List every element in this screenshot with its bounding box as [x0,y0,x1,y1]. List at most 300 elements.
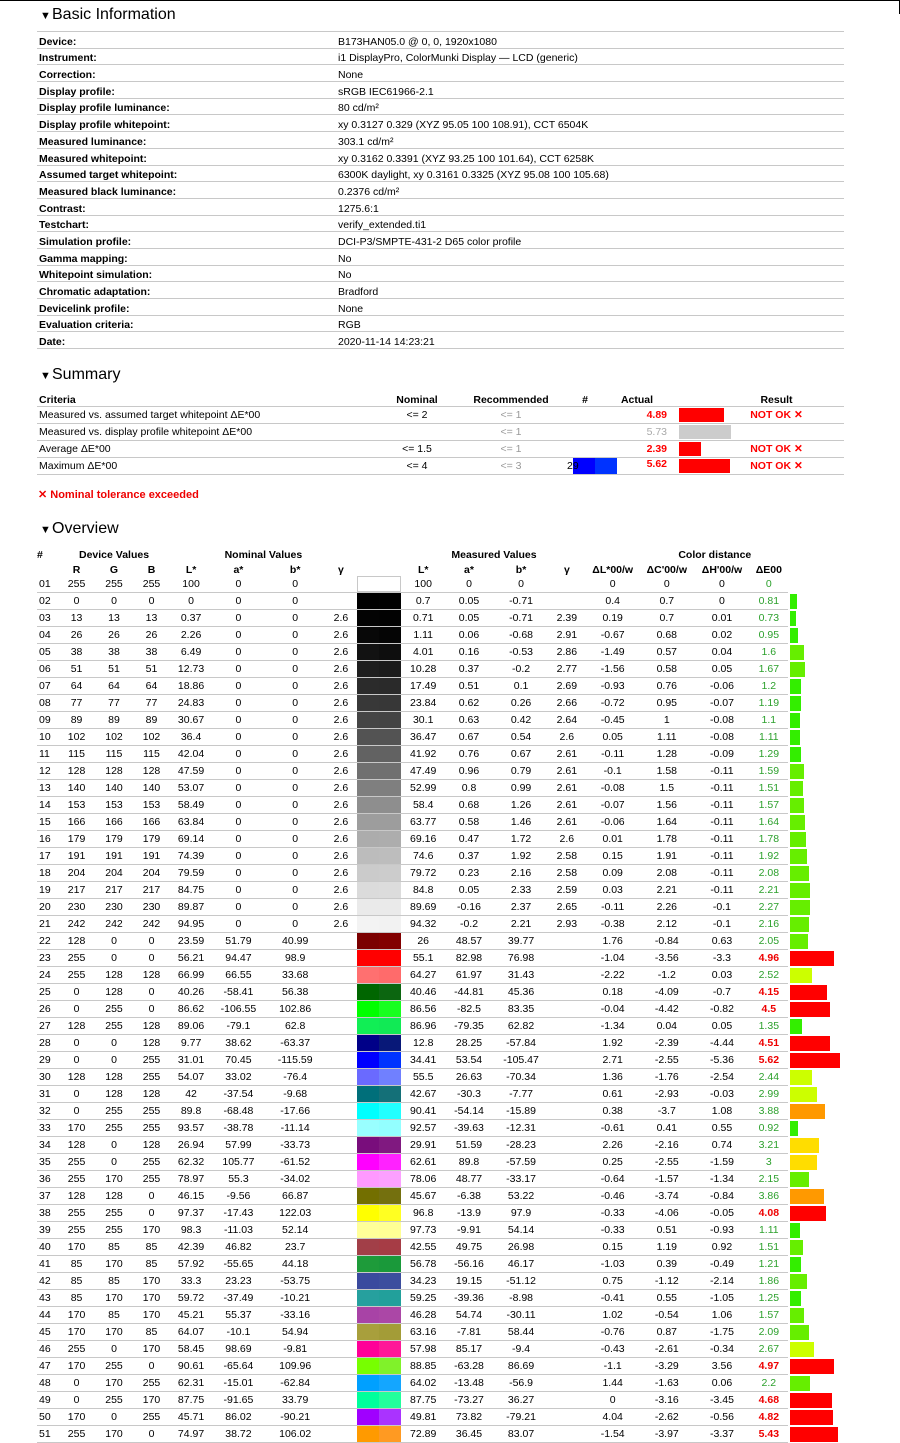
summary-actual-value: 5.73 [646,426,667,438]
patch-swatch [357,661,403,678]
nominal-cell: 255 [133,1154,171,1171]
measured-cell: 1.92 [586,1035,640,1052]
nominal-cell: 0 [265,814,325,831]
summary-bar [679,408,724,422]
measured-cell [548,950,586,967]
delta-e-value: 2.16 [750,916,787,933]
patch-swatch-pair [357,1358,401,1374]
nominal-cell: 47.59 [170,763,212,780]
nominal-cell: 69.14 [170,831,212,848]
nominal-color [357,610,379,626]
summary-recommended: <= 3 [457,458,565,475]
patch-swatch [357,1358,403,1375]
measured-cell: -4.09 [640,984,694,1001]
overview-row [37,712,844,729]
overview-row [37,1307,844,1324]
summary-spacer [824,441,844,458]
delta-e-bar [790,1291,801,1306]
info-value: sRGB IEC61966-2.1 [336,82,844,99]
measured-cell: -0.43 [586,1341,640,1358]
summary-header-spacer [824,391,844,407]
nominal-cell: 0 [265,831,325,848]
delta-e-value: 1.1 [750,712,787,729]
collapse-triangle-icon[interactable]: ▼ [40,10,51,22]
patch-swatch [357,678,403,695]
nominal-color [357,865,379,881]
measured-cell [548,1222,586,1239]
nominal-cell: 0 [265,593,325,610]
measured-cell: -0.11 [694,882,750,899]
patch-number: 04 [37,627,58,644]
overview-group-header: Nominal Values [224,549,303,561]
measured-cell: -1.56 [586,661,640,678]
nominal-cell: 2.6 [325,678,356,695]
overview-row [37,1052,844,1069]
overview-col-header: γ [338,564,344,576]
nominal-cell: 85 [133,1324,171,1341]
measured-cell: 74.6 [402,848,444,865]
measured-cell: -63.28 [444,1358,494,1375]
patch-swatch [357,1171,403,1188]
measured-cell: 2.77 [548,661,586,678]
nominal-cell: 52.14 [265,1222,325,1239]
delta-e-bar-cell [788,576,844,593]
nominal-cell: 0 [58,1392,95,1409]
measured-cell: 1.11 [640,729,694,746]
measured-cell: -0.72 [586,695,640,712]
nominal-cell: 38 [95,644,132,661]
measured-cell [548,1409,586,1426]
measured-cell [548,576,586,593]
summary-header: # [565,391,605,407]
patch-number: 19 [37,882,58,899]
nominal-cell: 2.6 [325,610,356,627]
measured-color [379,1358,401,1374]
measured-cell: 59.25 [402,1290,444,1307]
measured-cell: 0.67 [494,746,548,763]
delta-e-bar [790,1036,830,1051]
nominal-cell: -17.43 [212,1205,265,1222]
nominal-cell [325,984,356,1001]
delta-e-value: 3.88 [750,1103,787,1120]
measured-cell [548,1171,586,1188]
measured-cell [548,933,586,950]
measured-cell: -3.74 [640,1188,694,1205]
measured-cell: 2.6 [548,831,586,848]
info-row [37,315,844,332]
nominal-cell: 255 [95,1018,132,1035]
nominal-cell [325,1324,356,1341]
delta-e-value: 4.08 [750,1205,787,1222]
summary-result: NOT OK ✕ [729,458,824,475]
nominal-color [357,1137,379,1153]
nominal-color [357,746,379,762]
delta-e-bar [790,968,812,983]
measured-cell: 0 [494,576,548,593]
measured-cell: 51.59 [444,1137,494,1154]
patch-swatch-pair [357,814,401,830]
nominal-cell: 85 [133,1239,171,1256]
patch-swatch [357,1273,403,1290]
measured-cell: -0.33 [586,1222,640,1239]
measured-cell: -0.41 [586,1290,640,1307]
measured-cell: 0.04 [640,1018,694,1035]
measured-cell: -0.07 [694,695,750,712]
patch-swatch-pair [357,627,401,643]
nominal-cell [325,933,356,950]
patch-swatch-pair [357,1171,401,1187]
patch-swatch-pair [357,865,401,881]
nominal-cell: 255 [133,1069,171,1086]
nominal-color [357,1001,379,1017]
measured-cell: 0 [694,593,750,610]
measured-cell: -0.34 [694,1341,750,1358]
patch-swatch-pair [357,848,401,864]
delta-e-value: 1.19 [750,695,787,712]
measured-cell: -2.16 [640,1137,694,1154]
measured-color [379,627,401,643]
measured-cell: -0.1 [694,899,750,916]
delta-e-value: 2.52 [750,967,787,984]
measured-cell [548,1273,586,1290]
measured-cell: 10.28 [402,661,444,678]
patch-swatch-pair [357,1307,401,1323]
patch-swatch-pair [357,1086,401,1102]
measured-cell: 23.84 [402,695,444,712]
info-row [37,82,844,99]
patch-swatch-pair [357,831,401,847]
nominal-color [357,1188,379,1204]
measured-cell: 53.22 [494,1188,548,1205]
delta-e-bar-cell [788,967,844,984]
measured-color [379,1035,401,1051]
nominal-cell: 0 [58,984,95,1001]
delta-e-bar [790,1274,807,1289]
measured-cell: 0.03 [694,967,750,984]
delta-e-value: 4.5 [750,1001,787,1018]
delta-e-value: 0.81 [750,593,787,610]
overview-heading[interactable]: ▼Overview [40,520,119,537]
patch-number: 02 [37,593,58,610]
measured-color [379,1256,401,1272]
nominal-cell: 0 [95,1035,132,1052]
delta-e-bar-cell [788,950,844,967]
nominal-cell: 128 [58,1188,95,1205]
nominal-cell: 2.6 [325,882,356,899]
measured-cell: 0.58 [444,814,494,831]
info-row [37,148,844,165]
nominal-cell [325,950,356,967]
measured-cell: 62.82 [494,1018,548,1035]
basic-info-heading[interactable]: ▼Basic Information [40,6,176,23]
info-row [37,265,844,282]
delta-e-bar [790,1155,817,1170]
nominal-cell: 170 [95,1290,132,1307]
patch-swatch-pair [357,1324,401,1340]
patch-swatch-pair [357,763,401,779]
nominal-cell: -53.75 [265,1273,325,1290]
nominal-color [357,1307,379,1323]
nominal-cell: 100 [170,576,212,593]
nominal-cell: 191 [58,848,95,865]
patch-swatch [357,797,403,814]
info-value: No [336,248,844,265]
overview-row [37,882,844,899]
measured-cell [548,1154,586,1171]
patch-number: 17 [37,848,58,865]
nominal-cell: -17.66 [265,1103,325,1120]
delta-e-bar-cell [788,1256,844,1273]
measured-cell: 0.63 [444,712,494,729]
delta-e-value: 1.67 [750,661,787,678]
measured-color [379,1018,401,1034]
measured-cell: -5.36 [694,1052,750,1069]
nominal-cell: 74.97 [170,1426,212,1443]
delta-e-value: 4.15 [750,984,787,1001]
nominal-cell: 0 [212,746,265,763]
nominal-cell: 128 [58,1137,95,1154]
delta-e-bar [790,594,797,609]
nominal-cell: -68.48 [212,1103,265,1120]
delta-e-bar-cell [788,678,844,695]
summary-criteria: Measured vs. display profile whitepoint ΔE*00 [37,424,377,441]
measured-color [379,1171,401,1187]
overview-row [37,644,844,661]
patch-swatch [357,1256,403,1273]
nominal-cell: 0 [212,661,265,678]
nominal-color [357,984,379,1000]
patch-swatch [357,1324,403,1341]
info-row [37,182,844,199]
measured-cell: -39.63 [444,1120,494,1137]
nominal-cell: 0 [95,950,132,967]
measured-cell: 0.57 [640,644,694,661]
measured-cell: 2.86 [548,644,586,661]
measured-cell: 0.37 [444,848,494,865]
overview-row [37,916,844,933]
nominal-cell: -33.16 [265,1307,325,1324]
overview-row [37,1341,844,1358]
delta-e-bar [790,1206,826,1221]
nominal-cell: 42.04 [170,746,212,763]
summary-count [565,424,605,441]
nominal-cell: 97.37 [170,1205,212,1222]
nominal-cell: 170 [95,1171,132,1188]
measured-cell: 0.95 [640,695,694,712]
delta-e-value: 4.97 [750,1358,787,1375]
measured-cell: -12.31 [494,1120,548,1137]
measured-cell: -9.91 [444,1222,494,1239]
measured-cell: 2.61 [548,797,586,814]
measured-color [379,1392,401,1408]
patch-swatch-pair [357,1137,401,1153]
delta-e-bar-cell [788,848,844,865]
measured-color [379,1290,401,1306]
measured-cell: 54.14 [494,1222,548,1239]
nominal-cell: 9.77 [170,1035,212,1052]
nominal-cell: 115 [58,746,95,763]
measured-cell: 0.87 [640,1324,694,1341]
measured-cell: 0.76 [640,678,694,695]
nominal-cell: 128 [133,1018,171,1035]
measured-cell: 79.72 [402,865,444,882]
delta-e-value: 5.43 [750,1426,787,1443]
nominal-cell: 33.68 [265,967,325,984]
nominal-cell: -33.73 [265,1137,325,1154]
patch-swatch [357,950,403,967]
nominal-cell: 6.49 [170,644,212,661]
measured-cell [548,1358,586,1375]
measured-cell: -0.06 [694,678,750,695]
nominal-cell: 255 [95,1358,132,1375]
nominal-cell: 0 [265,661,325,678]
nominal-cell: 33.3 [170,1273,212,1290]
measured-cell: -0.82 [694,1001,750,1018]
measured-cell: -1.34 [694,1171,750,1188]
nominal-cell: 85 [58,1290,95,1307]
collapse-triangle-icon[interactable]: ▼ [40,524,51,536]
measured-cell: 1.58 [640,763,694,780]
measured-cell: 36.47 [402,729,444,746]
measured-cell: -3.29 [640,1358,694,1375]
delta-e-bar [790,747,801,762]
measured-cell: 0.8 [444,780,494,797]
delta-e-bar-cell [788,1290,844,1307]
overview-row [37,627,844,644]
nominal-cell: 0 [265,644,325,661]
patch-swatch-pair [357,984,401,1000]
patch-swatch-pair [357,1069,401,1085]
measured-cell: 92.57 [402,1120,444,1137]
nominal-cell: 140 [133,780,171,797]
measured-cell: 1.26 [494,797,548,814]
measured-cell: -1.59 [694,1154,750,1171]
measured-cell: -1.12 [640,1273,694,1290]
nominal-cell [325,1137,356,1154]
nominal-cell: 170 [58,1307,95,1324]
delta-e-bar [790,866,809,881]
nominal-cell: 2.6 [325,712,356,729]
patch-number: 07 [37,678,58,695]
delta-e-bar [790,1342,814,1357]
patch-swatch-pair [357,797,401,813]
measured-cell: -0.08 [586,780,640,797]
delta-e-bar [790,900,810,915]
patch-number: 25 [37,984,58,1001]
nominal-color [357,899,379,915]
measured-color [379,899,401,915]
measured-color [379,610,401,626]
measured-cell: -79.21 [494,1409,548,1426]
nominal-cell: 13 [133,610,171,627]
measured-cell: -0.7 [694,984,750,1001]
measured-cell: 72.89 [402,1426,444,1443]
measured-cell: 84.8 [402,882,444,899]
measured-cell: 0.41 [640,1120,694,1137]
measured-cell: 1.56 [640,797,694,814]
measured-cell: 2.58 [548,848,586,865]
measured-cell [548,1375,586,1392]
patch-swatch [357,1290,403,1307]
nominal-cell: 2.6 [325,627,356,644]
patch-swatch [357,899,403,916]
delta-e-value: 1.51 [750,1239,787,1256]
measured-color [379,882,401,898]
measured-cell: 0.62 [444,695,494,712]
measured-cell: -6.38 [444,1188,494,1205]
info-key: Instrument: [37,48,336,65]
delta-e-value: 2.27 [750,899,787,916]
nominal-cell: 217 [58,882,95,899]
info-key: Date: [37,332,336,349]
nominal-cell: 86.02 [212,1409,265,1426]
nominal-color [357,1052,379,1068]
patch-swatch [357,695,403,712]
nominal-cell: 0 [212,797,265,814]
measured-cell: 2.61 [548,746,586,763]
patch-swatch-pair [357,644,401,660]
nominal-cell: 2.6 [325,797,356,814]
nominal-color [357,1171,379,1187]
nominal-cell: 122.03 [265,1205,325,1222]
measured-cell: -33.17 [494,1171,548,1188]
overview-col-header: ΔH'00/w [701,564,743,576]
measured-cell: -7.81 [444,1324,494,1341]
nominal-cell: 230 [133,899,171,916]
measured-cell: 26.63 [444,1069,494,1086]
nominal-color [357,780,379,796]
measured-cell: 0.18 [586,984,640,1001]
info-key: Testchart: [37,215,336,232]
measured-cell: -8.98 [494,1290,548,1307]
delta-e-bar [790,1325,809,1340]
overview-col-header: ΔE00 [755,564,782,576]
measured-cell: -28.23 [494,1137,548,1154]
patch-swatch-pair [357,1018,401,1034]
patch-swatch [357,712,403,729]
summary-heading[interactable]: ▼Summary [40,366,121,383]
nominal-cell: 66.55 [212,967,265,984]
info-value: None [336,299,844,316]
nominal-cell: 255 [95,1392,132,1409]
nominal-cell: 0 [95,933,132,950]
measured-cell: -44.81 [444,984,494,1001]
nominal-color [357,678,379,694]
info-value: 2020-11-14 14:23:21 [336,332,844,349]
collapse-triangle-icon[interactable]: ▼ [40,370,51,382]
patch-number: 15 [37,814,58,831]
delta-e-bar [790,1427,838,1442]
measured-cell: -0.2 [494,661,548,678]
nominal-cell: 0 [95,1154,132,1171]
measured-cell: -1.1 [586,1358,640,1375]
info-row [37,282,844,299]
measured-cell: 2.6 [548,729,586,746]
overview-col-header: a* [464,564,474,576]
nominal-cell: 24.83 [170,695,212,712]
delta-e-bar [790,1172,809,1187]
nominal-cell: 128 [58,933,95,950]
delta-e-bar-cell [788,1188,844,1205]
measured-cell: -2.54 [694,1069,750,1086]
measured-cell: -79.35 [444,1018,494,1035]
nominal-cell: -37.54 [212,1086,265,1103]
patch-swatch [357,1086,403,1103]
patch-swatch-pair [357,1103,401,1119]
info-value: xy 0.3162 0.3391 (XYZ 93.25 100 101.64), CCT 6258K [336,148,844,165]
nominal-cell: 242 [133,916,171,933]
summary-actual [605,458,669,475]
